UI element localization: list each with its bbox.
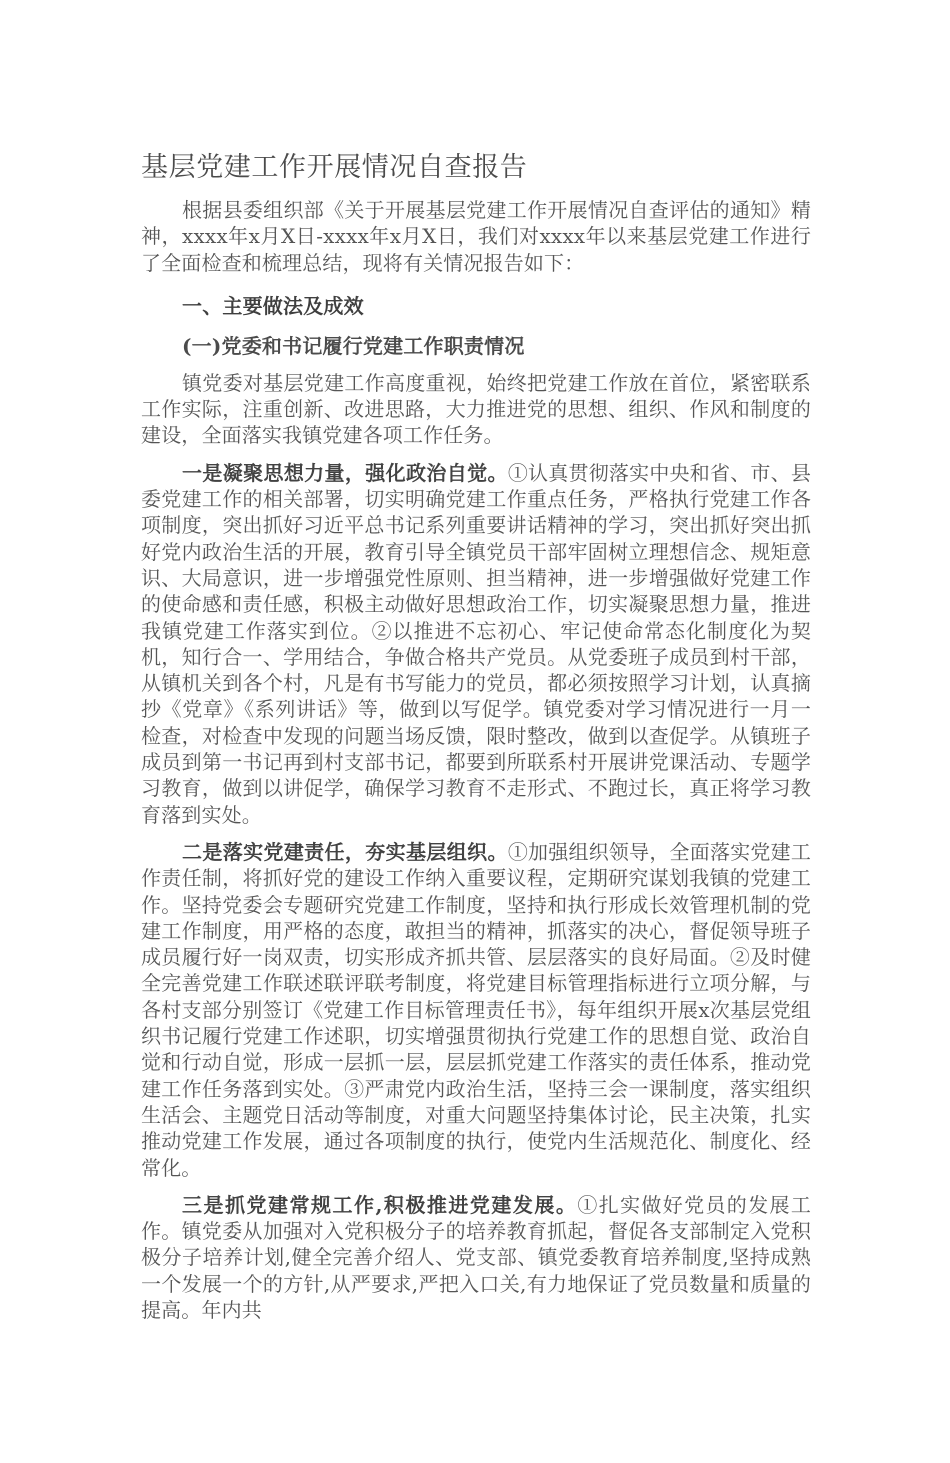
paragraph-point-2 bbox=[141, 828, 811, 1181]
paragraph-point-3 bbox=[141, 1181, 811, 1323]
paragraph-intro: 根据县委组织部《关于开展基层党建工作开展情况自查评估的通知》精神，xxxx年x月X日-xxxx年x月X日，我们对xxxx年以来基层党建工作进行了全面检查和梳理总结，现将有关情况报告如下： bbox=[141, 198, 811, 275]
paragraph-point-2-text: ①加强组织领导，全面落实党建工作责任制，将抓好党的建设工作纳入重要议程，定期研究谋划我镇的党建工作。坚持党委会专题研究党建工作制度，坚持和执行形成长效管理机制的党建工作制度，用严格的态度，敢担当的精神，抓落实的决心，督促领导班子成员履行好一岗双责，切实形成齐抓共管、层层落实的良好局面。②及时健全完善党建工作联述联评联考制度，将党建目标管理指标进行立项分解，与各村支部分别签订《党建工作目标管理责任书》，每年组织开展x次基层党组织书记履行党建工作述职，切实增强贯彻执行党建工作的思想自觉、政治自觉和行动自觉，形成一层抓一层，层层抓党建工作落实的责任体系，推动党建工作任务落到实处。③严肃党内政治生活，坚持三会一课制度，落实组织生活会、主题党日活动等制度，对重大问题坚持集体讨论，民主决策，扎实推动党建工作发展，通过各项制度的执行，使党内生活规范化、制度化、经常化。 bbox=[141, 839, 811, 1180]
section-heading-1: 一、主要做法及成效 bbox=[182, 295, 364, 318]
paragraph-point-3-lead: 三是抓党建常规工作,积极推进党建发展。 bbox=[182, 1192, 578, 1217]
page-bottom-whitespace bbox=[141, 1323, 811, 1463]
paragraph-point-1-lead: 一是凝聚思想力量，强化政治自觉。 bbox=[182, 460, 508, 485]
paragraph-overview: 镇党委对基层党建工作高度重视，始终把党建工作放在首位，紧密联系工作实际，注重创新、改进思路，大力推进党的思想、组织、作风和制度的建设，全面落实我镇党建各项工作任务。 bbox=[141, 370, 811, 448]
paragraph-point-1-text: ①认真贯彻落实中央和省、市、县委党建工作的相关部署，切实明确党建工作重点任务，严格执行党建工作各项制度，突出抓好习近平总书记系列重要讲话精神的学习，突出抓好突出抓好党内政治生活的开展，教育引导全镇党员干部牢固树立理想信念、规矩意识、大局意识，进一步增强党性原则、担当精神，进一步增强做好党建工作的使命感和责任感，积极主动做好思想政治工作，切实凝聚思想力量，推进我镇党建工作落实到位。②以推进不忘初心、牢记使命常态化制度化为契机，知行合一、学用结合，争做合格共产党员。从党委班子成员到村干部，从镇机关到各个村，凡是有书写能力的党员，都必须按照学习计划，认真摘抄《党章》《系列讲话》等，做到以写促学。镇党委对学习情况进行一月一检查，对检查中发现的问题当场反馈，限时整改，做到以查促学。从镇班子成员到第一书记再到村支部书记，都要到所联系村开展讲党课活动、专题学习教育，做到以讲促学，确保学习教育不走形式、不跑过长，真正将学习教育落到实处。 bbox=[141, 460, 811, 827]
document-content bbox=[141, 0, 811, 1463]
paragraph-point-1 bbox=[141, 449, 811, 828]
paragraph-point-2-lead: 二是落实党建责任，夯实基层组织。 bbox=[182, 839, 508, 864]
page-title: 基层党建工作开展情况自查报告 bbox=[141, 152, 528, 182]
subsection-heading-1: (一)党委和书记履行党建工作职责情况 bbox=[182, 333, 525, 358]
paragraph-point-3-text: ①扎实做好党员的发展工作。镇党委从加强对入党积极分子的培养教育抓起，督促各支部制定入党积极分子培养计划,健全完善介绍人、党支部、镇党委教育培养制度,坚持成熟一个发展一个的方针,从严要求,严把入口关,有力地保证了党员数量和质量的提高。年内共 bbox=[141, 1192, 811, 1322]
